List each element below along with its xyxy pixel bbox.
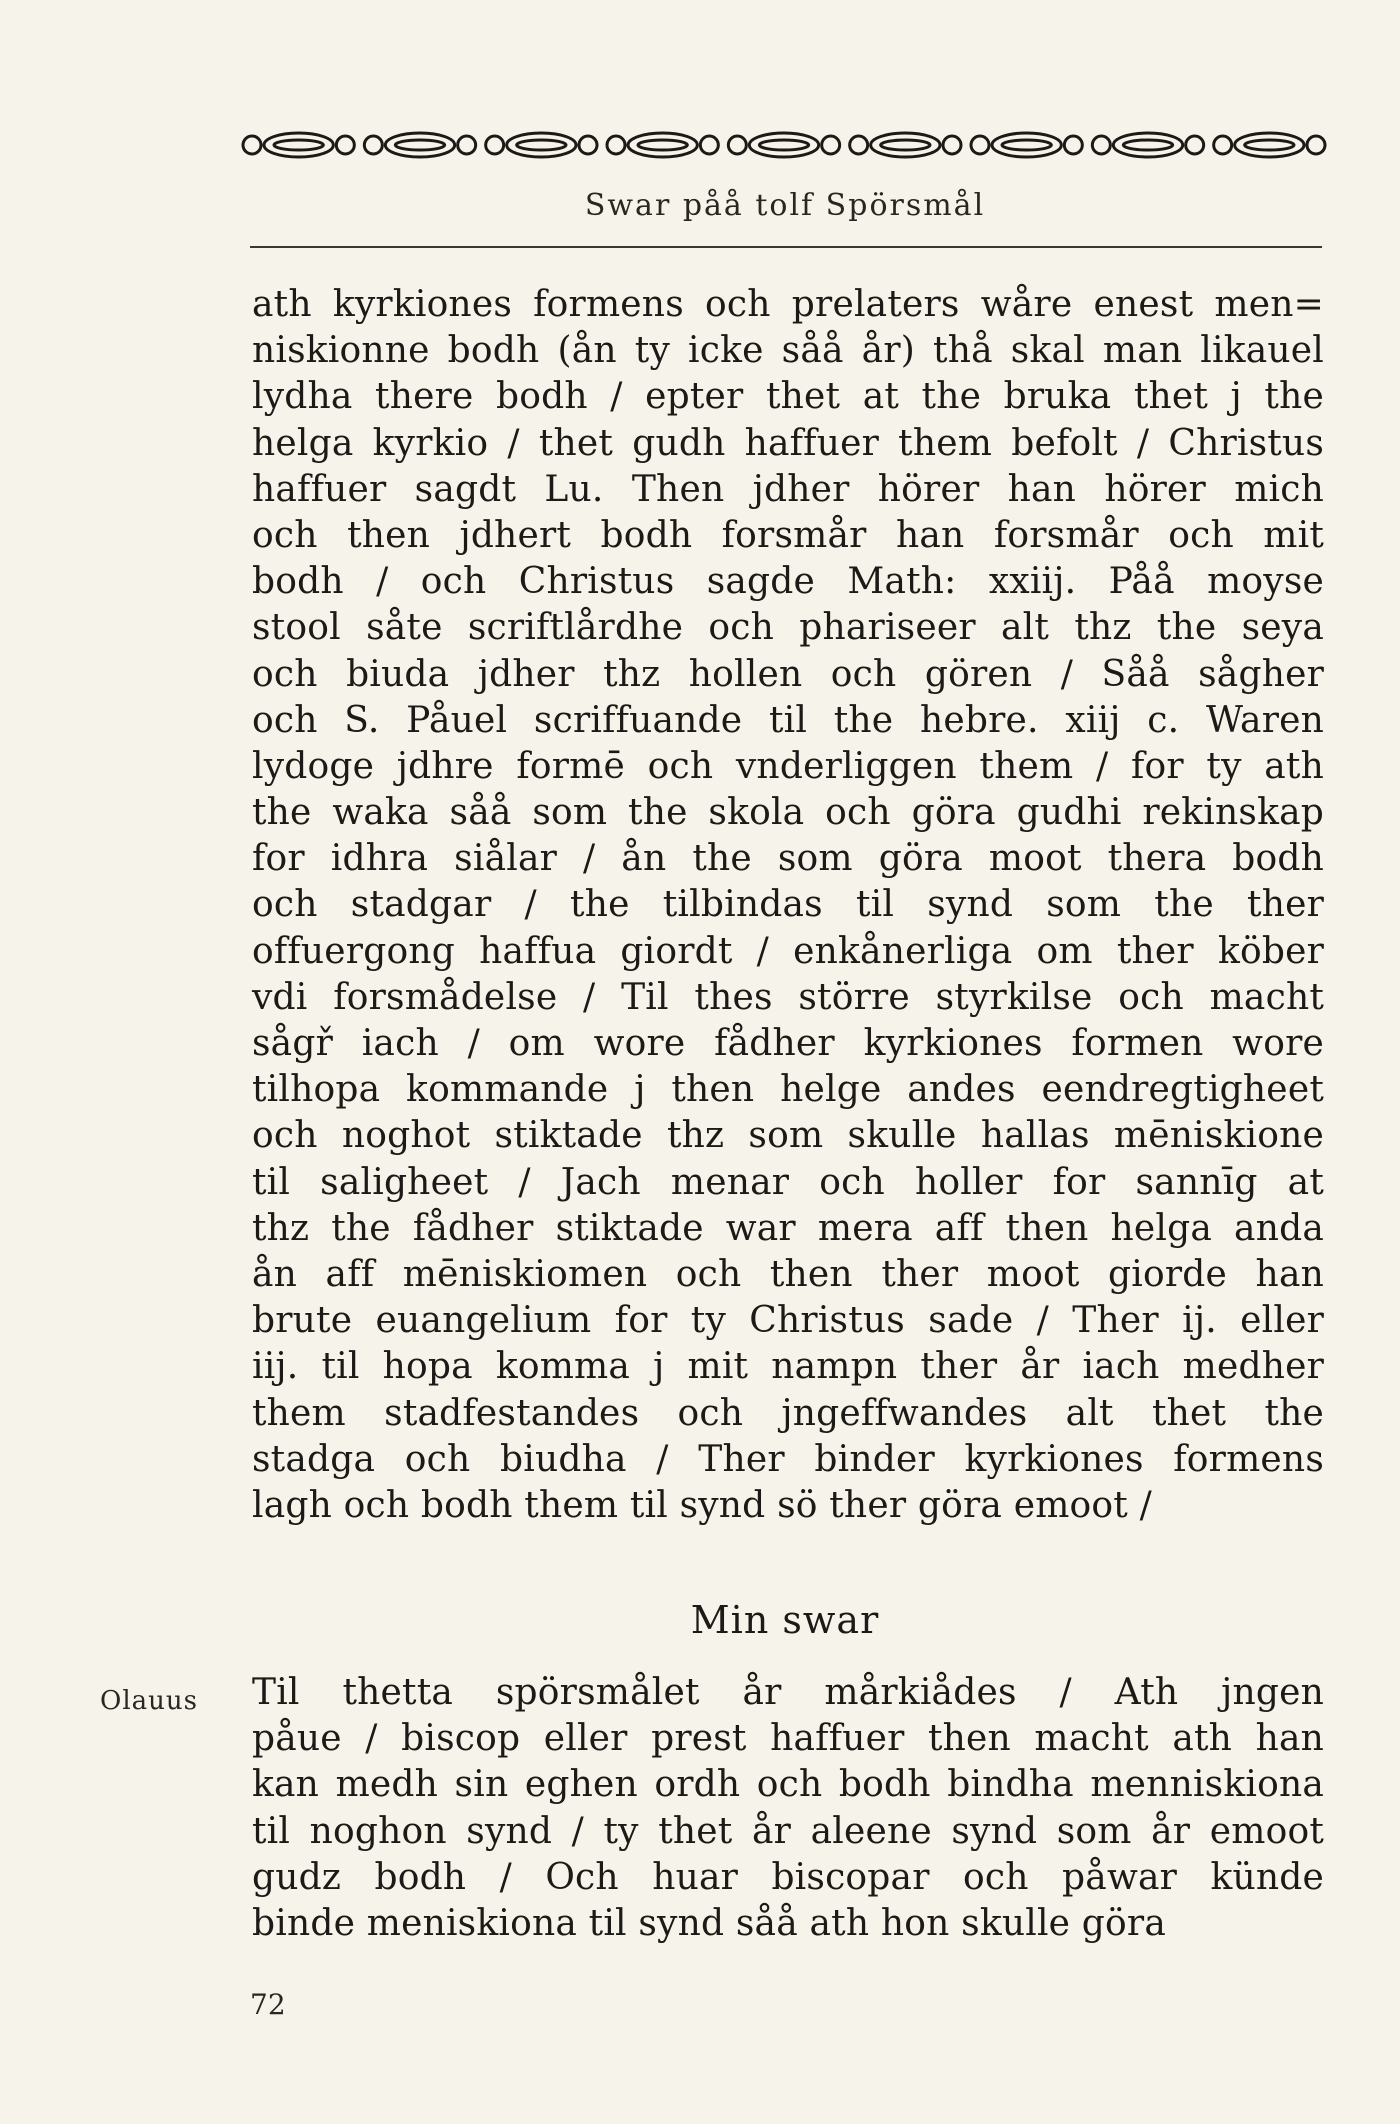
text-line: stadga och biudha / Ther binder kyrkiones formens	[252, 1438, 1324, 1480]
text-line: helga kyrkio / thet gudh haffuer them befolt / Christus	[252, 422, 1324, 464]
text-line: gudz bodh / Och huar biscopar och påwar künde	[252, 1856, 1324, 1898]
text-line: the waka såå som the skola och göra gudhi rekinskap	[252, 792, 1324, 834]
text-line: och then jdhert bodh forsmår han forsmår och mit	[252, 514, 1324, 556]
text-line: vdi forsmådelse / Til thes större styrkilse och macht	[252, 976, 1324, 1018]
text-line: ath kyrkiones formens och prelaters wåre enest men=	[252, 284, 1324, 325]
text-line: offuergong haffua giordt / enkånerliga om ther köber	[252, 930, 1324, 972]
text-line: Til thetta spörsmålet år mårkiådes / Ath jngen	[252, 1672, 1324, 1713]
text-line: til saligheet / Jach menar och holler for sannīg at	[252, 1161, 1324, 1203]
text-line: och noghot stiktade thz som skulle hallas mēniskione	[252, 1115, 1324, 1157]
text-line: iij. til hopa komma j mit nampn ther år iach medher	[252, 1346, 1324, 1388]
text-line: stool såte scriftlårdhe och phariseer alt thz the seya	[252, 607, 1324, 649]
text-line: kan medh sin eghen ordh och bodh bindha menniskiona	[252, 1764, 1324, 1806]
main-text	[252, 282, 1324, 1529]
margin-note: Olauus	[100, 1686, 198, 1716]
text-line: brute euangelium for ty Christus sade / Ther ij. eller	[252, 1300, 1324, 1342]
text-line: påue / biscop eller prest haffuer then macht ath han	[252, 1718, 1324, 1760]
text-line: thz the fådher stiktade war mera aff then helga anda	[252, 1207, 1324, 1249]
text-line: for idhra siålar / ån the som göra moot thera bodh	[252, 838, 1324, 880]
text-line: sågř iach / om wore fådher kyrkiones formen wore	[252, 1023, 1324, 1064]
text-line: til noghon synd / ty thet år aleene synd som år emoot	[252, 1810, 1324, 1852]
text-line: haffuer sagdt Lu. Then jdher hörer han hörer mich	[252, 468, 1324, 510]
text-line: tilhopa kommande j then helge andes eendregtigheet	[252, 1069, 1324, 1111]
header-rule	[250, 246, 1322, 248]
text-line: och S. Påuel scriffuande til the hebre. xiij c. Waren	[252, 699, 1324, 741]
text-line: lagh och bodh them til synd sö ther göra emoot /	[252, 1484, 1152, 1526]
text-line: och stadgar / the tilbindas til synd som the ther	[252, 884, 1324, 926]
text-line: them stadfestandes och jngeffwandes alt thet the	[252, 1392, 1324, 1434]
decorative-border-icon	[238, 128, 1330, 162]
answer-text	[252, 1670, 1324, 1947]
text-line: och biuda jdher thz hollen och gören / Såå sågher	[252, 653, 1324, 695]
text-line: ån aff mēniskiomen och then ther moot giorde han	[252, 1253, 1324, 1295]
text-line: niskionne bodh (ån ty icke såå år) thå skal man likauel	[252, 330, 1324, 372]
page-number: 72	[250, 1988, 286, 2021]
text-line: lydoge jdhre formē och vnderliggen them / for ty ath	[252, 745, 1324, 787]
section-heading: Min swar	[690, 1598, 880, 1642]
text-line: binde meniskiona til synd såå ath hon skulle göra	[252, 1902, 1167, 1944]
running-head: Swar påå tolf Spörsmål	[584, 188, 986, 223]
text-line: lydha there bodh / epter thet at the bruka thet j the	[252, 376, 1324, 418]
text-line: bodh / och Christus sagde Math: xxiij. Påå moyse	[252, 561, 1324, 603]
